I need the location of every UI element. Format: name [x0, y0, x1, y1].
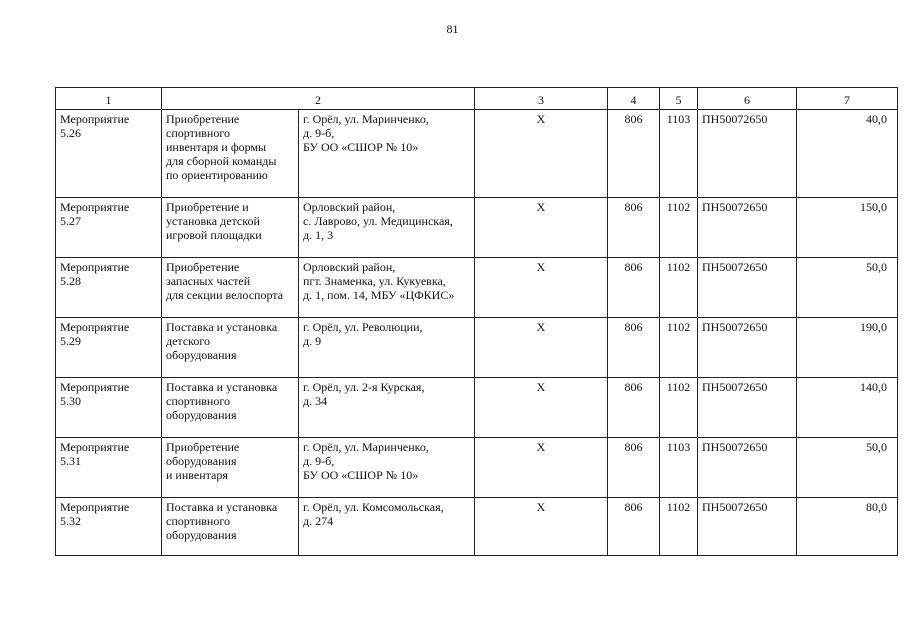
- col5-cell: 1102: [660, 198, 698, 258]
- description-cell: Приобретение запасных частей для секции велоспорта: [162, 258, 299, 318]
- col6-cell: ПН50072650: [698, 378, 797, 438]
- description-cell: Приобретение оборудования и инвентаря: [162, 438, 299, 498]
- description-cell: Поставка и установка спортивного оборудования: [162, 498, 299, 556]
- col3-cell: Х: [475, 258, 608, 318]
- col4-cell: 806: [608, 438, 660, 498]
- description-cell: Приобретение спортивного инвентаря и формы для сборной команды по ориентированию: [162, 110, 299, 198]
- events-table: [55, 87, 898, 556]
- table-row: [56, 198, 898, 258]
- col5-cell: 1102: [660, 258, 698, 318]
- col7-cell: 50,0: [797, 438, 898, 498]
- col7-cell: 80,0: [797, 498, 898, 556]
- address-cell: г. Орёл, ул. 2-я Курская, д. 34: [299, 378, 475, 438]
- event-cell: Мероприятие 5.32: [56, 498, 162, 556]
- table-row: [56, 378, 898, 438]
- col5-cell: 1103: [660, 438, 698, 498]
- col7-cell: 140,0: [797, 378, 898, 438]
- address-cell: г. Орёл, ул. Революции, д. 9: [299, 318, 475, 378]
- description-cell: Поставка и установка детского оборудования: [162, 318, 299, 378]
- address-cell: Орловский район, с. Лаврово, ул. Медицинская, д. 1, 3: [299, 198, 475, 258]
- col4-cell: 806: [608, 498, 660, 556]
- col3-cell: Х: [475, 198, 608, 258]
- event-cell: Мероприятие 5.31: [56, 438, 162, 498]
- table-header-row: [56, 88, 898, 110]
- col5-cell: 1103: [660, 110, 698, 198]
- header-col-7: 7: [797, 88, 898, 110]
- col7-cell: 150,0: [797, 198, 898, 258]
- event-cell: Мероприятие 5.29: [56, 318, 162, 378]
- col3-cell: Х: [475, 318, 608, 378]
- event-cell: Мероприятие 5.28: [56, 258, 162, 318]
- address-cell: г. Орёл, ул. Маринченко, д. 9-б, БУ ОО «СШОР № 10»: [299, 110, 475, 198]
- col3-cell: Х: [475, 110, 608, 198]
- table-row: [56, 258, 898, 318]
- col7-cell: 40,0: [797, 110, 898, 198]
- header-col-2: 2: [162, 88, 475, 110]
- event-cell: Мероприятие 5.30: [56, 378, 162, 438]
- col6-cell: ПН50072650: [698, 498, 797, 556]
- description-cell: Поставка и установка спортивного оборудования: [162, 378, 299, 438]
- col3-cell: Х: [475, 438, 608, 498]
- header-col-5: 5: [660, 88, 698, 110]
- col6-cell: ПН50072650: [698, 438, 797, 498]
- col5-cell: 1102: [660, 318, 698, 378]
- col7-cell: 190,0: [797, 318, 898, 378]
- col6-cell: ПН50072650: [698, 110, 797, 198]
- table-row: [56, 318, 898, 378]
- header-col-4: 4: [608, 88, 660, 110]
- col4-cell: 806: [608, 378, 660, 438]
- col7-cell: 50,0: [797, 258, 898, 318]
- address-cell: Орловский район, пгт. Знаменка, ул. Кукуевка, д. 1, пом. 14, МБУ «ЦФКИС»: [299, 258, 475, 318]
- event-cell: Мероприятие 5.27: [56, 198, 162, 258]
- header-col-6: 6: [698, 88, 797, 110]
- col3-cell: Х: [475, 378, 608, 438]
- col4-cell: 806: [608, 110, 660, 198]
- col5-cell: 1102: [660, 378, 698, 438]
- description-cell: Приобретение и установка детской игровой площадки: [162, 198, 299, 258]
- col6-cell: ПН50072650: [698, 318, 797, 378]
- address-cell: г. Орёл, ул. Маринченко, д. 9-б, БУ ОО «СШОР № 10»: [299, 438, 475, 498]
- header-col-3: 3: [475, 88, 608, 110]
- col3-cell: Х: [475, 498, 608, 556]
- col6-cell: ПН50072650: [698, 198, 797, 258]
- table-row: [56, 498, 898, 556]
- event-cell: Мероприятие 5.26: [56, 110, 162, 198]
- address-cell: г. Орёл, ул. Комсомольская, д. 274: [299, 498, 475, 556]
- col4-cell: 806: [608, 318, 660, 378]
- col6-cell: ПН50072650: [698, 258, 797, 318]
- col4-cell: 806: [608, 198, 660, 258]
- col4-cell: 806: [608, 258, 660, 318]
- table-row: [56, 110, 898, 198]
- header-col-1: 1: [56, 88, 162, 110]
- table-row: [56, 438, 898, 498]
- col5-cell: 1102: [660, 498, 698, 556]
- page-number: 81: [446, 22, 459, 36]
